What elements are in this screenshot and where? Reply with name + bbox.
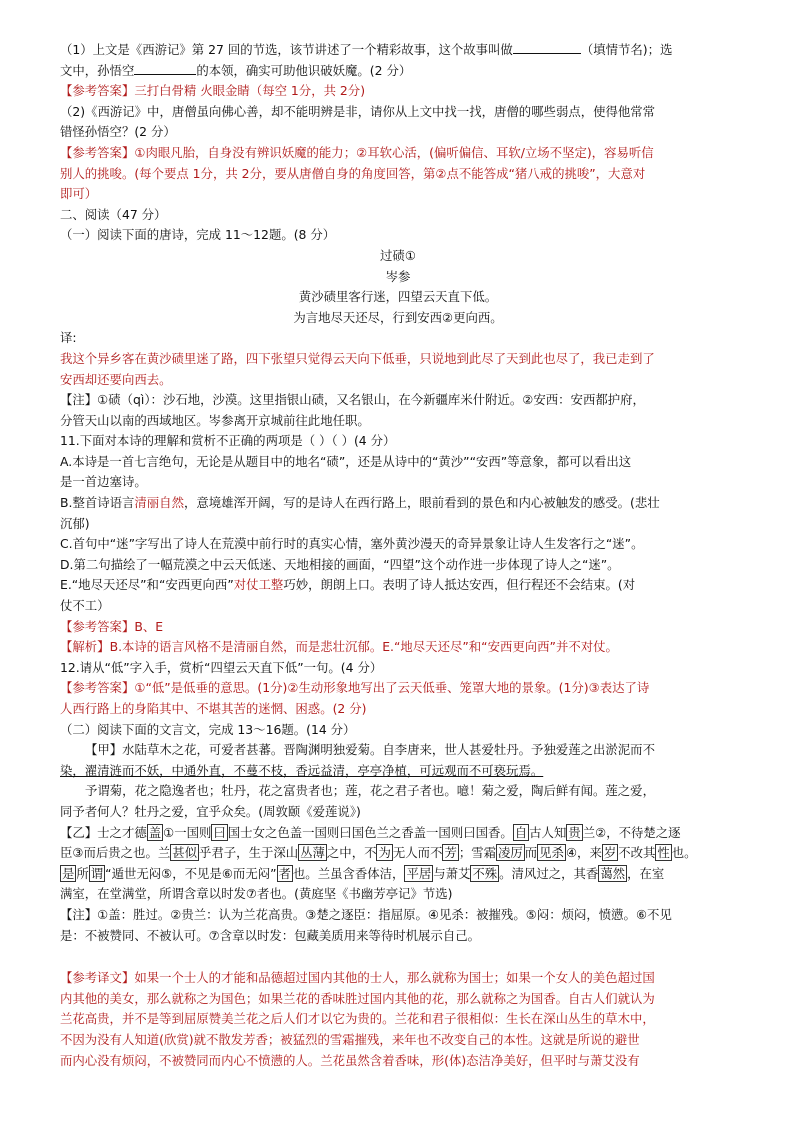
boxed-word: 平居 — [406, 865, 432, 881]
q11-option-a: A.本诗是一首七言绝句，无论是从题目中的地名“碛”，还是从诗中的“黄沙”“安西”等意象，都可以看出这 — [60, 453, 632, 469]
jia-text-line: 【甲】水陆草木之花，可爱者甚蕃。晋陶渊明独爱菊。自李唐来，世人甚爱牡丹。予独爱莲之出淤泥而不 — [85, 742, 655, 758]
boxed-word: 者 — [278, 865, 291, 881]
boxed-word: 性 — [657, 845, 670, 861]
answer-tag: 【参考答案】 — [60, 83, 135, 99]
q1-answer — [60, 81, 736, 102]
spacer — [60, 946, 736, 968]
yi-text: 。清风过之，其香 — [499, 865, 599, 881]
yi-text: 不改其 — [618, 845, 656, 861]
q11-option-c: C.首句中“迷”字写出了诗人在荒漠中前行时的真实心情，塞外黄沙漫天的奇异景象让诗人生发客行之“迷”。 — [60, 536, 644, 552]
translation-line: 不因为没有人知道(欣赏)就不散发芳香；被猛烈的雪霜摧残，来年也不改变自己的本性。这就是所说的避世 — [60, 1031, 640, 1047]
jia-text-line: 同予者何人？牡丹之爱，宜乎众矣。(周敦颐《爱莲说》) — [60, 803, 361, 819]
yi-text: 也。 — [671, 845, 697, 861]
poem-translation-line: 我这个异乡客在黄沙碛里迷了路，四下张望只觉得云天向下低垂，只说地到此尽了天到此也尽了，我已走到了 — [60, 350, 655, 366]
yi-text: 乎君子，生于深山 — [199, 845, 299, 861]
highlight-text: 清丽自然 — [134, 495, 184, 511]
translation-label: 译: — [60, 330, 77, 346]
boxed-word: 贵 — [568, 824, 581, 840]
q1-text: 的本领，确实可助他识破妖魔。(2 分） — [196, 62, 412, 78]
poem-note-line: 【注】①碛（qì）：沙石地，沙漠。这里指银山碛，又名银山，在今新疆库米什附近。②安西：安西都护府， — [60, 392, 645, 408]
yi-text-line — [60, 823, 736, 844]
boxed-word: 见杀 — [539, 845, 564, 861]
q12-answer-line2: 人西行路上的身陷其中、不堪其苦的迷惘、困惑。(2 分) — [60, 701, 367, 716]
q1-text: （1）上文是《西游记》第 27 回的节选，该节讲述了一个精彩故事，这个故事叫做 — [60, 42, 513, 57]
boxed-word: 凌厉 — [498, 845, 523, 861]
yi-text: “遁世无闷⑤，不见是⑥而无闷” — [105, 865, 277, 881]
yi-text-line — [60, 843, 736, 864]
option-text: ，意境雄浑开阔，写的是诗人在西行路上，眼前看到的景色和内心被触发的感受。(悲壮 — [183, 495, 660, 511]
boxed-word: 自 — [514, 824, 528, 840]
jia-text-line: 予谓菊，花之隐逸者也；牡丹，花之富贵者也；莲，花之君子者也。噫！菊之爱，陶后鲜有闻。莲之爱， — [85, 783, 655, 799]
q2-line1: （2)《西游记》中，唐僧虽向佛心善，却不能明辨是非，请你从上文中找一找，唐僧的哪些弱点，使得他常常 — [60, 103, 656, 119]
yi-tag: 【乙】 — [60, 824, 98, 840]
translation-line: 而内心没有烦闷，不被赞同而内心不愤懑的人。兰花虽然含着香味，形(体)态洁净美好，但平时与萧艾没有 — [60, 1052, 640, 1068]
translation-line: 兰花高贵，并不是等到屈原赞美兰花之后人们才以它为贵的。兰花和君子很相似：生长在深山丛生的草木中， — [60, 1011, 655, 1027]
answer-text: B、E — [134, 618, 164, 634]
answer-note: （每空 1分，共 2分) — [249, 83, 366, 99]
q11-answer — [60, 617, 736, 638]
poem-note-line: 分管天山以南的西域地区。岑参离开京城前往此地任职。 — [60, 412, 370, 428]
section-title: 二、阅读（47 分） — [60, 206, 167, 222]
q2-answer-line3: 即可） — [60, 186, 98, 202]
poem-line: 黄沙碛里客行迷，四望云天直下低。 — [298, 289, 498, 305]
poem-translation-line: 安西却还要向西去。 — [60, 371, 172, 387]
yi-text: ④，来 — [565, 845, 602, 861]
highlight-text: 对仗工整 — [233, 577, 284, 593]
yi-text: 无人而不 — [392, 845, 443, 861]
yi-text: 臣③而后贵之也。兰 — [60, 845, 171, 861]
q11-option-e-cont: 仗不工） — [60, 598, 110, 614]
yi-text-line — [60, 864, 736, 885]
answer-tag: 【参考答案】 — [60, 680, 135, 696]
yi-text: ，在室 — [627, 865, 665, 881]
option-text: 巧妙，朗朗上口。表明了诗人抵达安西，但行程还不会结束。(对 — [283, 577, 636, 593]
q11-stem: 11.下面对本诗的理解和赏析不正确的两项是（ ）（ ）(4 分） — [60, 433, 396, 449]
q1-line1 — [60, 40, 736, 61]
boxed-word: 不殊 — [472, 865, 498, 881]
q1-text: （填情节名)；选 — [580, 42, 673, 57]
yi-text: 国士女之色盖一国则曰国色兰之香盖一国则曰国香。 — [227, 824, 513, 840]
translation-line — [60, 968, 736, 989]
answer-text: ①“低”是低垂的意思。(1分)②生动形象地写出了云天低垂、笼罩大地的景象。(1分)③表达了诗 — [134, 680, 650, 696]
yi-text: 之中，不 — [326, 845, 377, 861]
yi-text: ①一国则 — [163, 824, 212, 840]
answer-blank — [513, 41, 581, 54]
boxed-word: 芳 — [444, 845, 457, 861]
q11-option-b-cont: 沉郁) — [60, 515, 90, 531]
yi-text: 兰②，不待楚之逐 — [582, 824, 681, 840]
q2-line2: 错怪孙悟空？(2 分） — [60, 124, 176, 140]
translation-text: 如果一个士人的才能和品德超过国内其他的士人，那么就称为国士；如果一个女人的美色超过国 — [134, 970, 655, 986]
answer-text: ①肉眼凡胎，自身没有辨识妖魔的能力；②耳软心活，(偏听偏信、耳软/立场不坚定)，容易听信 — [134, 144, 654, 160]
poem-title: 过碛① — [380, 247, 416, 263]
boxed-word: 岁 — [603, 845, 617, 861]
analysis-tag: 【解析】 — [60, 639, 110, 655]
option-text: B.整首诗语言 — [60, 495, 135, 511]
yi-text-line: 满室，在堂满堂，所谓含章以时发⑦者也。(黄庭坚《书幽芳亭记》节选) — [60, 886, 453, 902]
boxed-word: 盖 — [148, 824, 162, 840]
boxed-word: 为 — [378, 845, 391, 861]
q12-answer-line1 — [60, 678, 736, 699]
analysis-text: B.本诗的语言风格不是清丽自然，而是悲壮沉郁。E.“地尽天还尽”和“安西更向西”并不对仗。 — [109, 639, 618, 655]
boxed-word: 是 — [62, 865, 75, 881]
jia-text-line — [60, 761, 736, 782]
answer-tag: 【参考答案】 — [60, 144, 135, 160]
yi-text: 与萧艾 — [433, 865, 471, 881]
subsection-title: （二）阅读下面的文言文，完成 13～16题。(14 分） — [60, 721, 356, 737]
yi-text: ；雪霜 — [458, 845, 496, 861]
boxed-word: 曰 — [213, 824, 226, 840]
q2-answer-line1 — [60, 143, 736, 164]
q11-analysis — [60, 637, 736, 658]
answer-text: 三打白骨精 火眼金睛 — [134, 83, 250, 99]
q2-answer-line2: 别人的挑唆。(每个要点 1分，共 2分，要从唐僧自身的角度回答，第②点不能答成“猪八戒的挑唆”，大意对 — [60, 165, 646, 181]
q11-option-b — [60, 493, 736, 514]
document-body — [60, 40, 736, 1071]
translation-tag: 【参考译文】 — [60, 970, 135, 986]
underlined-text: 染，濯清涟而不妖，中通外直，不蔓不枝，香远益清，亭亭净植，可远观而不可亵玩焉。 — [60, 762, 544, 778]
q1-text: 文中，孙悟空 — [60, 62, 135, 78]
q11-option-a-cont: 是一首边塞诗。 — [60, 474, 147, 490]
boxed-word: 甚似 — [172, 845, 198, 861]
yi-text: 所 — [76, 865, 89, 881]
yi-text: 士之才德 — [97, 824, 147, 840]
q12-stem: 12.请从“低”字入手，赏析“四望云天直下低”一句。(4 分） — [60, 659, 383, 675]
q1-line2 — [60, 61, 736, 82]
boxed-word: 蔼然 — [600, 865, 626, 881]
yi-text: 也。兰虽含香体洁， — [292, 865, 405, 881]
yi-text: 而 — [524, 845, 538, 861]
boxed-word: 丛薄 — [300, 845, 325, 861]
answer-blank — [134, 62, 196, 75]
option-text: E.“地尽天还尽”和“安西更向西” — [60, 577, 234, 593]
yi-text: 古人知 — [529, 824, 567, 840]
q11-option-d: D.第二句描绘了一幅荒漠之中云天低迷、天地相接的画面，“四望”这个动作进一步体现了诗人之“迷”。 — [60, 556, 620, 572]
subsection-title: （一）阅读下面的唐诗，完成 11～12题。(8 分） — [60, 227, 336, 243]
q11-option-e — [60, 575, 736, 596]
poem-line: 为言地尽天还尽，行到安西②更向西。 — [293, 309, 503, 325]
yi-note-line: 是：不被赞同、不被认可。⑦含章以时发：包藏美质用来等待时机展示自己。 — [60, 927, 480, 943]
poem-author: 岑参 — [385, 268, 411, 284]
yi-note-line: 【注】①盖：胜过。②贵兰：认为兰花高贵。③楚之逐臣：指屈原。④见杀：被摧残。⑤闷：烦闷，愤懑。⑥不见 — [60, 906, 672, 922]
answer-tag: 【参考答案】 — [60, 618, 135, 634]
translation-line: 内其他的美女，那么就称之为国色；如果兰花的香味胜过国内其他的花，那么就称之为国香。自古人们就认为 — [60, 990, 655, 1006]
boxed-word: 谓 — [90, 865, 104, 881]
